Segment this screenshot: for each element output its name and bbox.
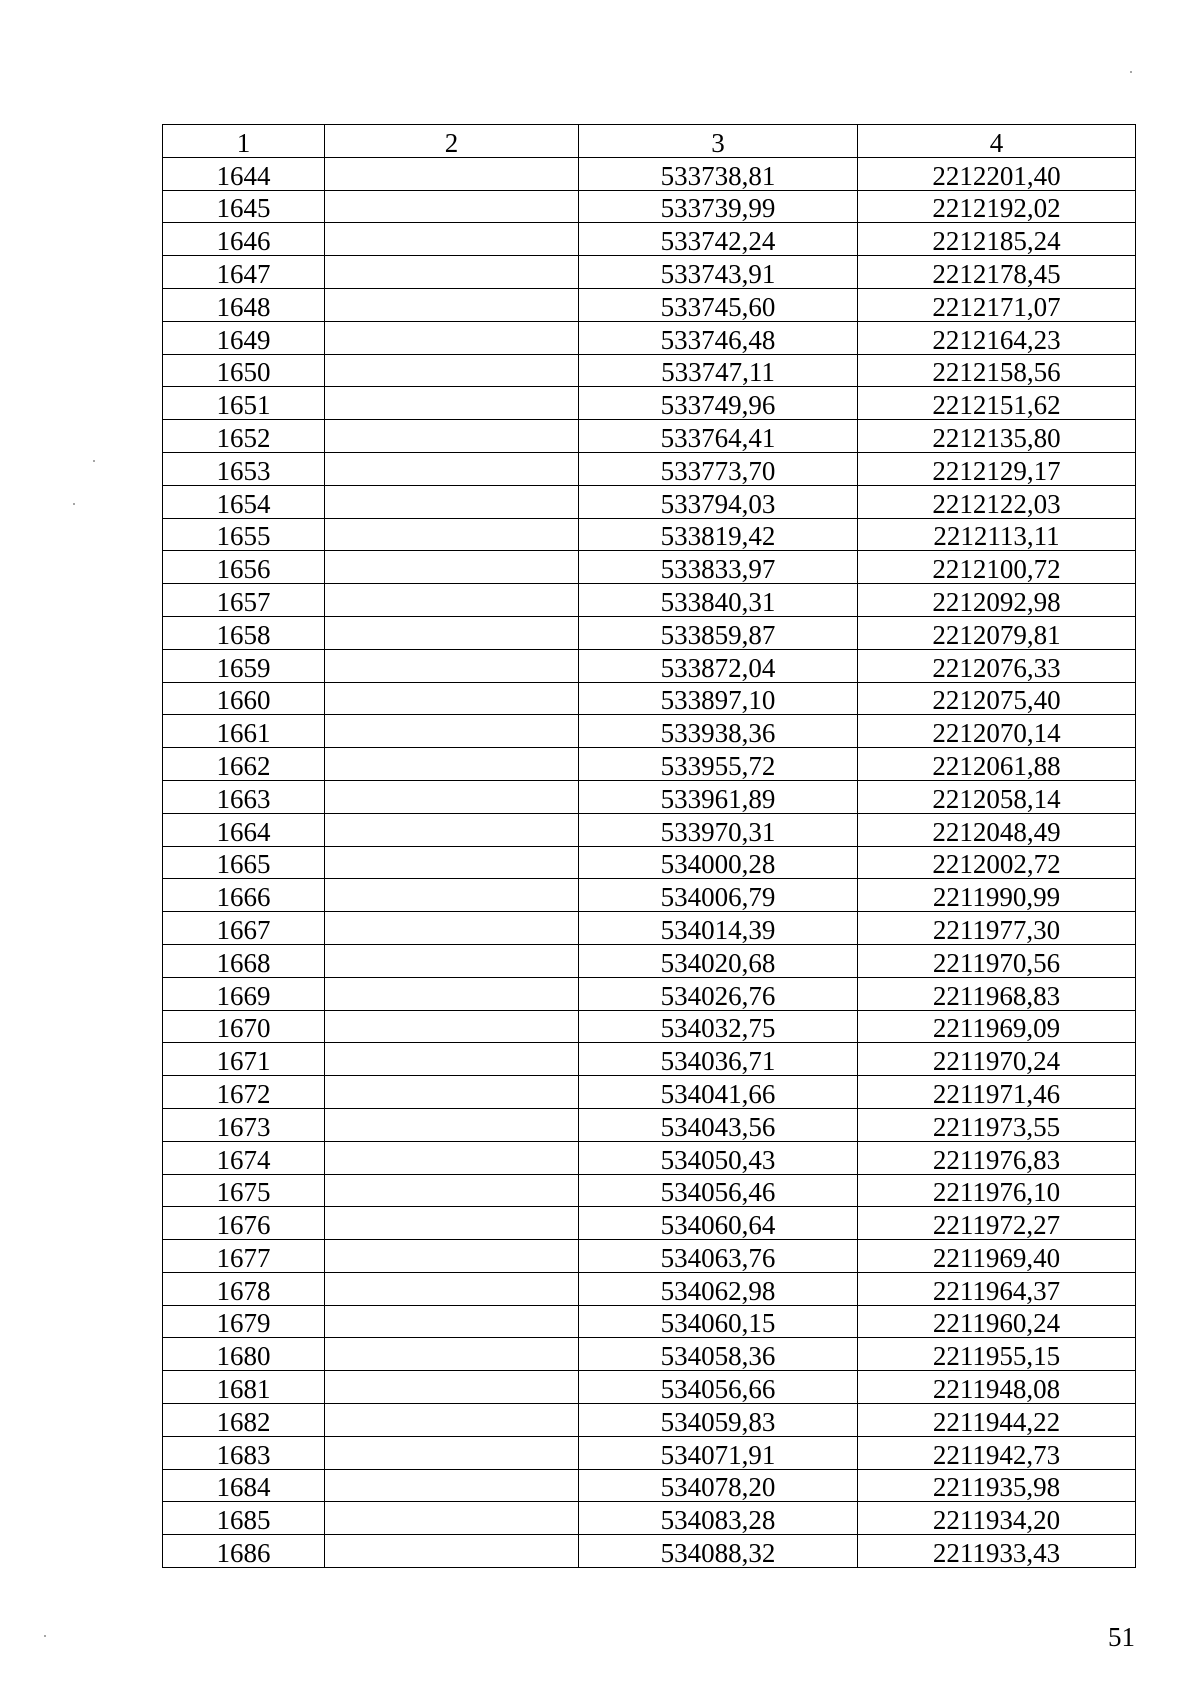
- cell-description: [325, 715, 579, 748]
- cell-description: [325, 420, 579, 453]
- table-row: [163, 780, 1136, 813]
- table-row: [163, 1174, 1136, 1207]
- cell-x-coordinate: 534060,15: [579, 1305, 858, 1338]
- cell-x-coordinate: 533742,24: [579, 223, 858, 256]
- cell-description: [325, 288, 579, 321]
- cell-point-number: 1682: [163, 1404, 325, 1437]
- cell-x-coordinate: 534058,36: [579, 1338, 858, 1371]
- table-header: [163, 125, 1136, 158]
- table-row: [163, 223, 1136, 256]
- cell-y-coordinate: 2212158,56: [858, 354, 1136, 387]
- table-row: [163, 420, 1136, 453]
- table-row: [163, 321, 1136, 354]
- table-row: [163, 354, 1136, 387]
- table-row: [163, 616, 1136, 649]
- table-row: [163, 1436, 1136, 1469]
- cell-point-number: 1663: [163, 780, 325, 813]
- cell-point-number: 1648: [163, 288, 325, 321]
- cell-description: [325, 1141, 579, 1174]
- cell-x-coordinate: 533739,99: [579, 190, 858, 223]
- table-row: [163, 387, 1136, 420]
- cell-y-coordinate: 2211976,83: [858, 1141, 1136, 1174]
- table-row: [163, 748, 1136, 781]
- cell-x-coordinate: 533794,03: [579, 485, 858, 518]
- cell-description: [325, 813, 579, 846]
- cell-description: [325, 846, 579, 879]
- cell-point-number: 1683: [163, 1436, 325, 1469]
- cell-x-coordinate: 534063,76: [579, 1240, 858, 1273]
- cell-point-number: 1677: [163, 1240, 325, 1273]
- cell-x-coordinate: 534043,56: [579, 1108, 858, 1141]
- cell-point-number: 1647: [163, 256, 325, 289]
- cell-point-number: 1644: [163, 157, 325, 190]
- cell-point-number: 1669: [163, 977, 325, 1010]
- cell-description: [325, 1305, 579, 1338]
- cell-point-number: 1659: [163, 649, 325, 682]
- cell-description: [325, 1502, 579, 1535]
- cell-point-number: 1660: [163, 682, 325, 715]
- cell-x-coordinate: 534036,71: [579, 1043, 858, 1076]
- table-row: [163, 256, 1136, 289]
- cell-description: [325, 1371, 579, 1404]
- cell-point-number: 1675: [163, 1174, 325, 1207]
- table-row: [163, 1240, 1136, 1273]
- table-row: [163, 846, 1136, 879]
- table-row: [163, 1108, 1136, 1141]
- cell-description: [325, 1043, 579, 1076]
- cell-x-coordinate: 533970,31: [579, 813, 858, 846]
- table-row: [163, 682, 1136, 715]
- cell-x-coordinate: 533938,36: [579, 715, 858, 748]
- cell-x-coordinate: 534083,28: [579, 1502, 858, 1535]
- cell-y-coordinate: 2212100,72: [858, 551, 1136, 584]
- cell-point-number: 1679: [163, 1305, 325, 1338]
- cell-y-coordinate: 2212075,40: [858, 682, 1136, 715]
- cell-description: [325, 682, 579, 715]
- cell-x-coordinate: 533872,04: [579, 649, 858, 682]
- cell-x-coordinate: 533746,48: [579, 321, 858, 354]
- cell-x-coordinate: 533773,70: [579, 452, 858, 485]
- cell-point-number: 1650: [163, 354, 325, 387]
- cell-y-coordinate: 2212061,88: [858, 748, 1136, 781]
- cell-y-coordinate: 2212002,72: [858, 846, 1136, 879]
- scan-speck: [73, 503, 75, 505]
- cell-point-number: 1651: [163, 387, 325, 420]
- cell-y-coordinate: 2211973,55: [858, 1108, 1136, 1141]
- header-row: [163, 125, 1136, 158]
- cell-y-coordinate: 2212185,24: [858, 223, 1136, 256]
- table-row: [163, 1272, 1136, 1305]
- cell-y-coordinate: 2212129,17: [858, 452, 1136, 485]
- cell-point-number: 1671: [163, 1043, 325, 1076]
- cell-description: [325, 912, 579, 945]
- cell-x-coordinate: 533749,96: [579, 387, 858, 420]
- cell-point-number: 1670: [163, 1010, 325, 1043]
- scan-speck: [93, 460, 95, 462]
- cell-x-coordinate: 533738,81: [579, 157, 858, 190]
- table-row: [163, 288, 1136, 321]
- cell-description: [325, 1404, 579, 1437]
- cell-y-coordinate: 2212076,33: [858, 649, 1136, 682]
- cell-x-coordinate: 534006,79: [579, 879, 858, 912]
- table-row: [163, 1207, 1136, 1240]
- cell-description: [325, 1469, 579, 1502]
- cell-y-coordinate: 2212058,14: [858, 780, 1136, 813]
- table-row: [163, 1469, 1136, 1502]
- cell-description: [325, 944, 579, 977]
- table-row: [163, 584, 1136, 617]
- cell-point-number: 1685: [163, 1502, 325, 1535]
- cell-point-number: 1653: [163, 452, 325, 485]
- table-row: [163, 1010, 1136, 1043]
- table-row: [163, 944, 1136, 977]
- cell-y-coordinate: 2212151,62: [858, 387, 1136, 420]
- cell-description: [325, 223, 579, 256]
- cell-x-coordinate: 533840,31: [579, 584, 858, 617]
- table-row: [163, 1043, 1136, 1076]
- cell-description: [325, 977, 579, 1010]
- table-row: [163, 1502, 1136, 1535]
- cell-description: [325, 485, 579, 518]
- table-row: [163, 518, 1136, 551]
- table-row: [163, 1305, 1136, 1338]
- cell-y-coordinate: 2211942,73: [858, 1436, 1136, 1469]
- table-row: [163, 1404, 1136, 1437]
- cell-y-coordinate: 2211972,27: [858, 1207, 1136, 1240]
- cell-description: [325, 748, 579, 781]
- cell-x-coordinate: 533743,91: [579, 256, 858, 289]
- cell-description: [325, 1108, 579, 1141]
- cell-point-number: 1686: [163, 1535, 325, 1568]
- cell-y-coordinate: 2212192,02: [858, 190, 1136, 223]
- cell-point-number: 1673: [163, 1108, 325, 1141]
- cell-x-coordinate: 533747,11: [579, 354, 858, 387]
- cell-y-coordinate: 2211934,20: [858, 1502, 1136, 1535]
- cell-y-coordinate: 2212048,49: [858, 813, 1136, 846]
- cell-y-coordinate: 2211971,46: [858, 1076, 1136, 1109]
- cell-y-coordinate: 2211960,24: [858, 1305, 1136, 1338]
- cell-x-coordinate: 534071,91: [579, 1436, 858, 1469]
- cell-description: [325, 518, 579, 551]
- cell-x-coordinate: 534060,64: [579, 1207, 858, 1240]
- cell-x-coordinate: 534062,98: [579, 1272, 858, 1305]
- cell-point-number: 1646: [163, 223, 325, 256]
- table-row: [163, 551, 1136, 584]
- cell-y-coordinate: 2211955,15: [858, 1338, 1136, 1371]
- column-header-2: 2: [325, 125, 579, 158]
- cell-y-coordinate: 2212113,11: [858, 518, 1136, 551]
- cell-description: [325, 879, 579, 912]
- cell-description: [325, 551, 579, 584]
- table-row: [163, 1338, 1136, 1371]
- table-row: [163, 649, 1136, 682]
- cell-x-coordinate: 533833,97: [579, 551, 858, 584]
- column-header-3: 3: [579, 125, 858, 158]
- table-row: [163, 879, 1136, 912]
- cell-y-coordinate: 2212171,07: [858, 288, 1136, 321]
- cell-description: [325, 387, 579, 420]
- cell-description: [325, 1240, 579, 1273]
- table-body: [163, 157, 1136, 1567]
- cell-point-number: 1668: [163, 944, 325, 977]
- cell-point-number: 1666: [163, 879, 325, 912]
- cell-point-number: 1676: [163, 1207, 325, 1240]
- cell-y-coordinate: 2212178,45: [858, 256, 1136, 289]
- cell-x-coordinate: 534056,46: [579, 1174, 858, 1207]
- cell-description: [325, 321, 579, 354]
- cell-x-coordinate: 534032,75: [579, 1010, 858, 1043]
- cell-description: [325, 452, 579, 485]
- cell-x-coordinate: 534026,76: [579, 977, 858, 1010]
- cell-y-coordinate: 2211969,09: [858, 1010, 1136, 1043]
- table-row: [163, 190, 1136, 223]
- column-header-4: 4: [858, 125, 1136, 158]
- cell-description: [325, 1174, 579, 1207]
- cell-y-coordinate: 2211970,56: [858, 944, 1136, 977]
- cell-y-coordinate: 2212079,81: [858, 616, 1136, 649]
- cell-x-coordinate: 533745,60: [579, 288, 858, 321]
- table-row: [163, 1141, 1136, 1174]
- scan-speck: [1130, 71, 1132, 73]
- table-row: [163, 912, 1136, 945]
- cell-point-number: 1657: [163, 584, 325, 617]
- cell-description: [325, 1207, 579, 1240]
- cell-y-coordinate: 2211948,08: [858, 1371, 1136, 1404]
- coordinates-table: [162, 124, 1136, 1568]
- cell-x-coordinate: 534050,43: [579, 1141, 858, 1174]
- cell-point-number: 1649: [163, 321, 325, 354]
- table-row: [163, 715, 1136, 748]
- cell-x-coordinate: 534056,66: [579, 1371, 858, 1404]
- cell-y-coordinate: 2212201,40: [858, 157, 1136, 190]
- cell-x-coordinate: 533897,10: [579, 682, 858, 715]
- cell-description: [325, 354, 579, 387]
- cell-x-coordinate: 534059,83: [579, 1404, 858, 1437]
- cell-point-number: 1652: [163, 420, 325, 453]
- cell-point-number: 1662: [163, 748, 325, 781]
- cell-point-number: 1667: [163, 912, 325, 945]
- cell-y-coordinate: 2211970,24: [858, 1043, 1136, 1076]
- cell-y-coordinate: 2212122,03: [858, 485, 1136, 518]
- cell-description: [325, 1535, 579, 1568]
- cell-point-number: 1680: [163, 1338, 325, 1371]
- cell-point-number: 1655: [163, 518, 325, 551]
- cell-point-number: 1678: [163, 1272, 325, 1305]
- cell-x-coordinate: 534041,66: [579, 1076, 858, 1109]
- cell-point-number: 1664: [163, 813, 325, 846]
- cell-y-coordinate: 2212070,14: [858, 715, 1136, 748]
- cell-point-number: 1658: [163, 616, 325, 649]
- page-number: 51: [1108, 1622, 1135, 1652]
- table-row: [163, 452, 1136, 485]
- cell-description: [325, 649, 579, 682]
- cell-description: [325, 616, 579, 649]
- cell-x-coordinate: 534088,32: [579, 1535, 858, 1568]
- cell-y-coordinate: 2211977,30: [858, 912, 1136, 945]
- table-row: [163, 485, 1136, 518]
- cell-point-number: 1672: [163, 1076, 325, 1109]
- cell-y-coordinate: 2212164,23: [858, 321, 1136, 354]
- table-row: [163, 813, 1136, 846]
- cell-x-coordinate: 534078,20: [579, 1469, 858, 1502]
- cell-y-coordinate: 2212135,80: [858, 420, 1136, 453]
- cell-y-coordinate: 2211935,98: [858, 1469, 1136, 1502]
- cell-point-number: 1645: [163, 190, 325, 223]
- cell-y-coordinate: 2212092,98: [858, 584, 1136, 617]
- cell-y-coordinate: 2211976,10: [858, 1174, 1136, 1207]
- cell-x-coordinate: 533961,89: [579, 780, 858, 813]
- cell-description: [325, 1272, 579, 1305]
- cell-point-number: 1681: [163, 1371, 325, 1404]
- table-row: [163, 1076, 1136, 1109]
- cell-point-number: 1654: [163, 485, 325, 518]
- scan-speck: [44, 1635, 46, 1637]
- cell-point-number: 1684: [163, 1469, 325, 1502]
- cell-point-number: 1674: [163, 1141, 325, 1174]
- cell-y-coordinate: 2211964,37: [858, 1272, 1136, 1305]
- cell-description: [325, 157, 579, 190]
- cell-y-coordinate: 2211944,22: [858, 1404, 1136, 1437]
- cell-point-number: 1656: [163, 551, 325, 584]
- cell-description: [325, 1010, 579, 1043]
- cell-x-coordinate: 533764,41: [579, 420, 858, 453]
- cell-x-coordinate: 533819,42: [579, 518, 858, 551]
- cell-y-coordinate: 2211968,83: [858, 977, 1136, 1010]
- cell-x-coordinate: 534000,28: [579, 846, 858, 879]
- cell-description: [325, 584, 579, 617]
- cell-x-coordinate: 533859,87: [579, 616, 858, 649]
- cell-y-coordinate: 2211990,99: [858, 879, 1136, 912]
- cell-description: [325, 780, 579, 813]
- cell-y-coordinate: 2211933,43: [858, 1535, 1136, 1568]
- table-row: [163, 1371, 1136, 1404]
- cell-point-number: 1665: [163, 846, 325, 879]
- table-row: [163, 157, 1136, 190]
- cell-x-coordinate: 533955,72: [579, 748, 858, 781]
- cell-description: [325, 1338, 579, 1371]
- cell-description: [325, 1076, 579, 1109]
- cell-description: [325, 1436, 579, 1469]
- cell-y-coordinate: 2211969,40: [858, 1240, 1136, 1273]
- cell-description: [325, 190, 579, 223]
- cell-x-coordinate: 534020,68: [579, 944, 858, 977]
- cell-x-coordinate: 534014,39: [579, 912, 858, 945]
- cell-point-number: 1661: [163, 715, 325, 748]
- cell-description: [325, 256, 579, 289]
- column-header-1: 1: [163, 125, 325, 158]
- table-row: [163, 977, 1136, 1010]
- table-row: [163, 1535, 1136, 1568]
